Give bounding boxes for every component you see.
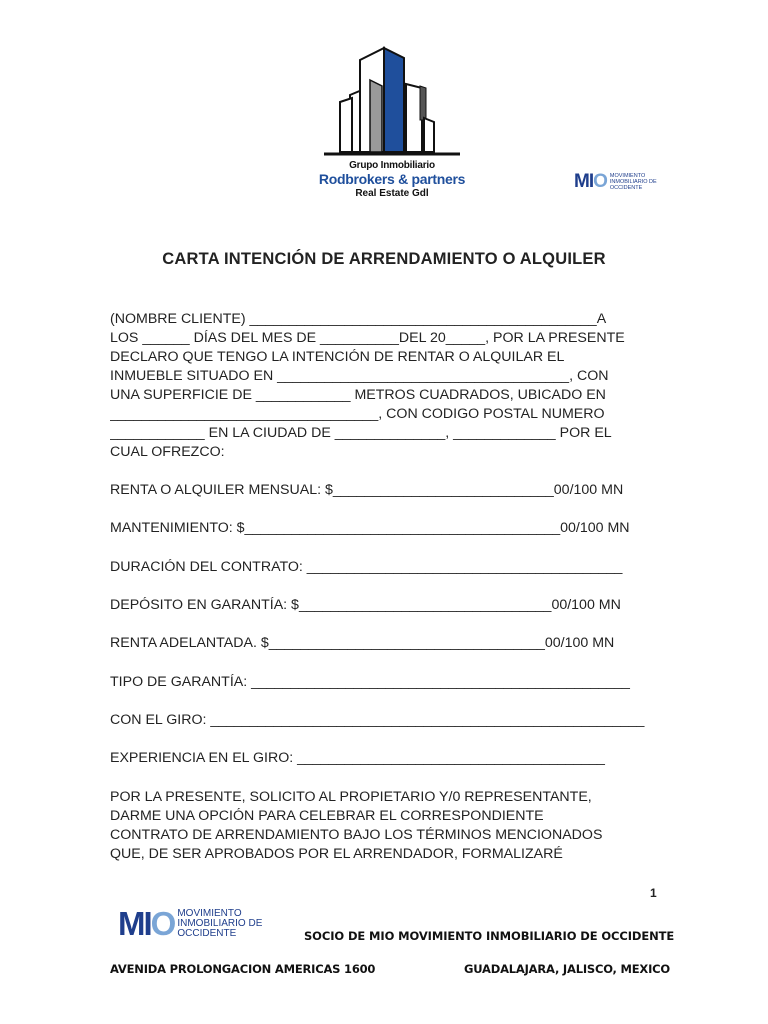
page-number: 1 [650, 886, 657, 900]
intro-line-5: UNA SUPERFICIE DE ____________ METROS CUADRADOS, UBICADO EN [110, 387, 606, 403]
closing-line-3: CONTRATO DE ARRENDAMIENTO BAJO LOS TÉRMINOS MENCIONADOS [110, 827, 603, 843]
mio-logo-text: MOVIMIENTO INMOBILIARIO DE OCCIDENTE [609, 173, 657, 191]
intro-line-6: __________________________________, CON CODIGO POSTAL NUMERO [110, 406, 605, 422]
footer-partner: SOCIO DE MIO MOVIMIENTO INMOBILIARIO DE OCCIDENTE [304, 929, 675, 943]
intro-line-1: (NOMBRE CLIENTE) ____________________________________________A [110, 311, 607, 327]
mio-logo-header [574, 170, 657, 194]
closing-line-1: POR LA PRESENTE, SOLICITO AL PROPIETARIO Y/0 REPRESENTANTE, [110, 789, 592, 805]
rodbrokers-logo [318, 40, 466, 210]
field-renta-mensual: RENTA O ALQUILER MENSUAL: $____________________________00/100 MN [110, 482, 624, 498]
closing-line-4: QUE, DE SER APROBADOS POR EL ARRENDADOR, FORMALIZARÉ [110, 846, 563, 862]
intro-line-4: INMUEBLE SITUADO EN _____________________________________, CON [110, 368, 609, 384]
mio-logo-footer [118, 905, 262, 943]
intro-line-3: DECLARO QUE TENGO LA INTENCIÓN DE RENTAR O ALQUILAR EL [110, 349, 565, 365]
closing-line-2: DARME UNA OPCIÓN PARA CELEBRAR EL CORRESPONDIENTE [110, 808, 544, 824]
mio-logo-mark: MIO [118, 905, 175, 942]
mio-logo-mark: MIO [574, 171, 607, 192]
brand-line-3: Real Estate Gdl [355, 188, 429, 199]
footer-address: AVENIDA PROLONGACION AMERICAS 1600 [110, 962, 376, 976]
brand-line-1: Grupo Inmobiliario [349, 160, 435, 171]
mio-logo-text: MOVIMIENTO INMOBILIARIO DE OCCIDENTE [177, 908, 263, 939]
intro-line-2: LOS ______ DÍAS DEL MES DE __________DEL 20_____, POR LA PRESENTE [110, 330, 625, 346]
buildings-icon [322, 40, 462, 158]
field-duracion-contrato: DURACIÓN DEL CONTRATO: ________________________________________ [110, 559, 623, 575]
field-deposito-garantia: DEPÓSITO EN GARANTÍA: $________________________________00/100 MN [110, 597, 621, 613]
document-title: CARTA INTENCIÓN DE ARRENDAMIENTO O ALQUILER [162, 250, 606, 268]
field-experiencia-giro: EXPERIENCIA EN EL GIRO: _______________________________________ [110, 750, 605, 766]
field-tipo-garantia: TIPO DE GARANTÍA: ________________________________________________ [110, 674, 630, 690]
intro-line-8: CUAL OFREZCO: [110, 444, 225, 460]
field-renta-adelantada: RENTA ADELANTADA. $___________________________________00/100 MN [110, 635, 615, 651]
field-mantenimiento: MANTENIMIENTO: $________________________________________00/100 MN [110, 520, 630, 536]
brand-line-2: Rodbrokers & partners [318, 171, 466, 187]
intro-line-7: ____________ EN LA CIUDAD DE ______________, _____________ POR EL [110, 425, 612, 441]
field-giro: CON EL GIRO: _______________________________________________________ [110, 712, 645, 728]
footer-city: GUADALAJARA, JALISCO, MEXICO [464, 962, 670, 976]
